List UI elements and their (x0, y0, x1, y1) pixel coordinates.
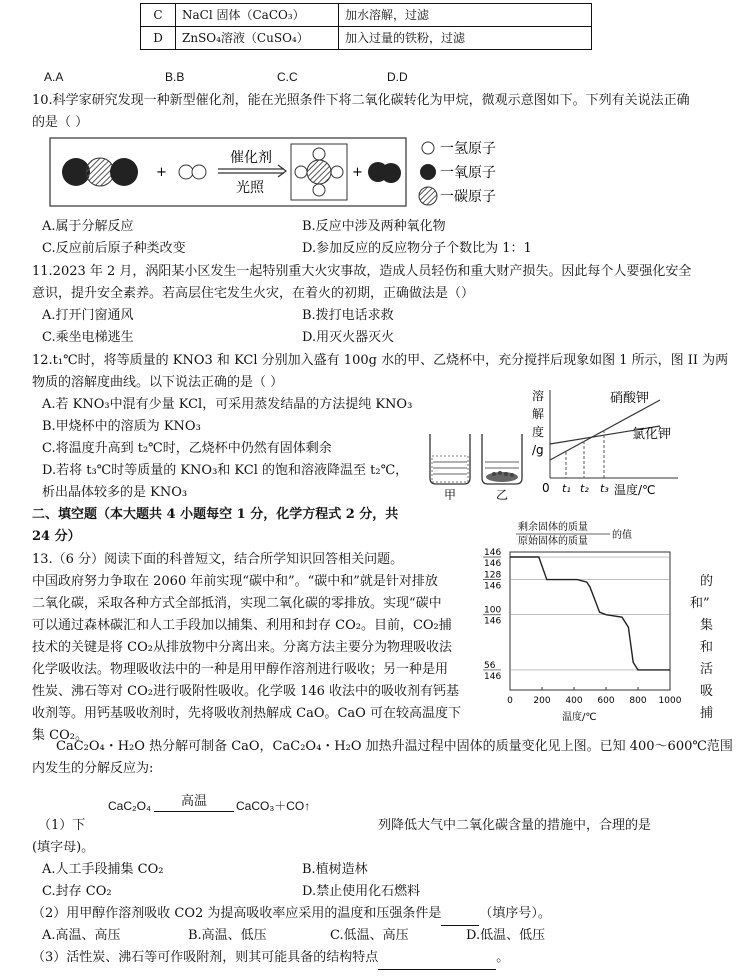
row-label: C (141, 4, 176, 27)
tg-chart (470, 518, 685, 723)
q13-sub3-answer-blank[interactable] (378, 947, 496, 970)
q13-sub1-option-a[interactable]: A.人工手段捕集 CO₂ (42, 862, 164, 877)
q13-text-line: 可以通过森林碳汇和人工手段加以捕集、利用和封存 CO₂。目前，CO₂捕 (32, 618, 452, 633)
ylabel-char: 溶 (532, 389, 545, 403)
q13-sub2-option-b[interactable]: B.高温、低压 (188, 928, 267, 943)
x-tick-t2: t₂ (580, 482, 589, 495)
q13-text-end: 吸 (700, 684, 714, 699)
row-item: NaCl 固体（CaCO₃） (176, 4, 339, 27)
q9-option-d[interactable]: D.D (387, 70, 408, 84)
q13-text-line: 二氧化碳，采取各种方式全部抵消，实现二氧化碳的零排放。实现“碳中 (32, 596, 442, 611)
section2-heading-line1: 二、填空题（本大题共 4 小题每空 1 分，化学方程式 2 分，共 (32, 507, 399, 522)
q9-option-b[interactable]: B.B (165, 70, 185, 84)
h2o-molecule (368, 162, 401, 183)
chart-title-suffix: 的值 (612, 530, 632, 541)
catalyst-label: 催化剂 (230, 150, 272, 166)
section2-heading-line2: 24 分） (32, 529, 81, 544)
y-tick-labels (483, 548, 501, 682)
q12-option-d-line1[interactable]: D.若将 t₃℃时等质量的 KNO₃和 KCl 的饱和溶液降温至 t₂℃， (42, 463, 409, 478)
gridlines (510, 557, 670, 670)
ylabel-char: 度 (532, 425, 545, 439)
x-tick-t1: t₁ (562, 482, 571, 495)
q13-sub2-option-a[interactable]: A.高温、高压 (42, 928, 121, 943)
q10-stem-line2: 的是（ ） (32, 115, 89, 130)
legend-hydrogen: 一氢原子 (440, 141, 496, 157)
q13-sub3-stem (32, 947, 509, 970)
h2-molecule (179, 165, 206, 179)
solubility-graph (528, 386, 688, 506)
q13-sub2-end: （填序号）。 (479, 906, 551, 921)
beaker-b (482, 434, 522, 484)
q12-stem-line1: 12.t₁℃时，将等质量的 KNO3 和 KCl 分别加入盛有 100g 水的甲、乙烧杯中，充分搅拌后现象如图 1 所示，图 II 为两 (32, 353, 729, 368)
y-tick-label: 146 (484, 671, 502, 682)
light-label: 光照 (236, 180, 264, 196)
equation-condition: 高温 (154, 793, 234, 812)
q13-text-line: 化学吸收法。物理吸收法中的一种是用甲醇作溶剂进行吸收；另一种是用 (32, 662, 449, 677)
plus-sign-1: + (156, 165, 167, 180)
y-tick-label: 146 (484, 548, 502, 559)
ylabel-char: 解 (532, 407, 545, 421)
q10-option-c[interactable]: C.反应前后原子种类改变 (42, 241, 186, 256)
q13-sub1-option-d[interactable]: D.禁止使用化石燃料 (302, 884, 421, 899)
q12-option-c[interactable]: C.将温度升高到 t₂℃时，乙烧杯中仍然有固体剩余 (42, 441, 332, 456)
q10-option-d[interactable]: D.参加反应的反应物分子个数比为 1：1 (302, 241, 532, 256)
row-label: D (141, 27, 176, 50)
q13-sub1-rest: 列降低大气中二氧化碳含量的措施中，合理的是 (378, 818, 652, 833)
co2-molecule (62, 158, 138, 186)
series-kno3-label: 硝酸钾 (610, 391, 650, 406)
equation-left: CaC₂O₄ (108, 799, 151, 813)
q13-text-end: 捕 (700, 706, 714, 721)
x-tick-label: 0 (507, 696, 513, 706)
equation-right: CaCO₃＋CO↑ (236, 799, 311, 813)
x-tick-label: 800 (629, 696, 647, 706)
q13-sub1-option-c[interactable]: C.封存 CO₂ (42, 884, 112, 899)
q12-option-a[interactable]: A.若 KNO₃中混有少量 KCl，可采用蒸发结晶的方法提纯 KNO₃ (42, 397, 413, 412)
row-item: ZnSO₄溶液（CuSO₄） (176, 27, 339, 50)
beaker-a-label: 甲 (444, 488, 457, 500)
x-tick-label: 600 (597, 696, 615, 706)
series-line (510, 557, 670, 670)
x-tick-t3: t₃ (600, 482, 609, 495)
q10-option-b[interactable]: B.反应中涉及两种氧化物 (302, 219, 446, 234)
table-row (141, 4, 592, 27)
q10-reaction-diagram (48, 136, 608, 210)
x-tick-label: 200 (533, 696, 551, 706)
q13-text-end: 活 (700, 662, 714, 677)
q10-stem-line1: 10.科学家研究发现一种新型催化剂，能在光照条件下将二氧化碳转化为甲烷，微观示意图如下。下列有关说法正确 (32, 93, 690, 108)
chart-title-top: 剩余固体的质量 (518, 522, 588, 533)
q13-text-end: 集 (700, 618, 714, 633)
q11-option-b[interactable]: B.拨打电话求救 (302, 308, 394, 323)
q11-option-d[interactable]: D.用灭火器灭火 (302, 330, 395, 345)
q11-option-a[interactable]: A.打开门窗通风 (42, 308, 134, 323)
row-method: 加入过量的铁粉，过滤 (339, 27, 592, 50)
chart-xlabel: 温度/℃ (562, 712, 597, 723)
q13-text-line: 收剂等。用钙基吸收剂时，先将吸收剂热解成 CaO。CaO 可在较高温度下 (32, 706, 461, 721)
q13-sub3-end: 。 (496, 950, 510, 965)
beaker-a (430, 434, 470, 484)
y-tick-label: 56 (484, 660, 496, 671)
q13-text-end: 和” (690, 596, 710, 611)
table-row (141, 27, 592, 50)
legend-oxygen: 一氧原子 (440, 165, 496, 181)
q13-sub3-text: （3）活性炭、沸石等可作吸附剂，则其可能具备的结构特点 (32, 950, 379, 965)
q13-text-line: 技术的关键是将 CO₂从排放物中分离出来。分离方法主要分为物理吸收法 (32, 640, 452, 655)
series-kcl-label: 氯化钾 (632, 427, 672, 442)
y-tick-label: 100 (484, 605, 502, 616)
q12-beakers-figure (424, 428, 534, 500)
origin-label: 0 (542, 481, 550, 495)
q13-text-line: 性炭、沸石等对 CO₂进行吸附性吸收。化学吸 146 收法中的吸收剂有钙基 (32, 684, 460, 699)
q13-sub2-text: （2）用甲醇作溶剂吸收 CO2 为提高吸收率应采用的温度和压强条件是 (32, 906, 442, 921)
q13-sub2-stem (32, 903, 551, 926)
q9-option-a[interactable]: A.A (44, 70, 64, 84)
chart-title-bottom: 原始固体的质量 (518, 536, 588, 547)
x-tick-label: 1000 (658, 696, 682, 706)
y-tick-label: 146 (484, 559, 502, 570)
ylabel-char: /g (532, 443, 544, 457)
q13-sub2-answer-blank[interactable] (441, 903, 479, 926)
x-axis-label: 温度/℃ (614, 483, 656, 497)
q13-para2-line2: 内发生的分解反应为: (32, 761, 154, 776)
q13-sub1-end: (填字母)。 (32, 840, 95, 855)
row-method: 加水溶解，过滤 (339, 4, 592, 27)
beaker-b-label: 乙 (496, 488, 509, 500)
q13-sub2-option-c[interactable]: C.低温、高压 (330, 928, 409, 943)
q13-text-line: 集 CO₂。 (32, 728, 88, 743)
q9-option-c[interactable]: C.C (277, 70, 298, 84)
q11-stem-line1: 11.2023 年 2 月，涡阳某小区发生一起特别重大火灾事故，造成人员轻伤和重大财产损失。因此每个人要强化安全 (32, 264, 692, 279)
legend-carbon: 一碳原子 (440, 189, 496, 205)
q12-stem-line2: 物质的溶解度曲线。以下说法正确的是（ ） (32, 375, 284, 390)
q13-para2-line1: CaC₂O₄・H₂O 热分解可制备 CaO，CaC₂O₄・H₂O 加热升温过程中固体的质量变化见上图。已知 400～600℃范围 (56, 739, 733, 754)
q13-sub2-option-d[interactable]: D.低温、低压 (466, 928, 546, 943)
q13-intro: 13.（6 分）阅读下面的科普短文，结合所学知识回答相关问题。 (32, 552, 404, 567)
q12-option-d-line2: 析出晶体较多的是 KNO₃ (42, 485, 188, 500)
y-tick-label: 146 (484, 581, 502, 592)
y-tick-label: 128 (484, 570, 502, 581)
atom-legend (419, 141, 496, 205)
q10-option-a[interactable]: A.属于分解反应 (42, 219, 134, 234)
q13-text-line: 中国政府努力争取在 2060 年前实现“碳中和”。“碳中和”就是针对排放 (32, 574, 438, 589)
y-tick-label: 146 (484, 616, 502, 627)
q13-text-end: 的 (700, 574, 714, 589)
q13-sub1-start: （1）下 (38, 818, 86, 833)
q11-stem-line2: 意识，提升安全素养。若高层住宅发生火灾，在着火的初期，正确做法是（） (32, 286, 475, 301)
q13-sub1-option-b[interactable]: B.植树造林 (302, 862, 368, 877)
x-tick-label: 400 (565, 696, 583, 706)
q12-option-b[interactable]: B.甲烧杯中的溶质为 KNO₃ (42, 419, 201, 434)
q11-option-c[interactable]: C.乘坐电梯逃生 (42, 330, 134, 345)
q9-options-table (140, 3, 592, 50)
ch4-molecule (291, 144, 347, 200)
q13-text-end: 和 (700, 640, 714, 655)
plus-sign-2: + (352, 165, 363, 180)
